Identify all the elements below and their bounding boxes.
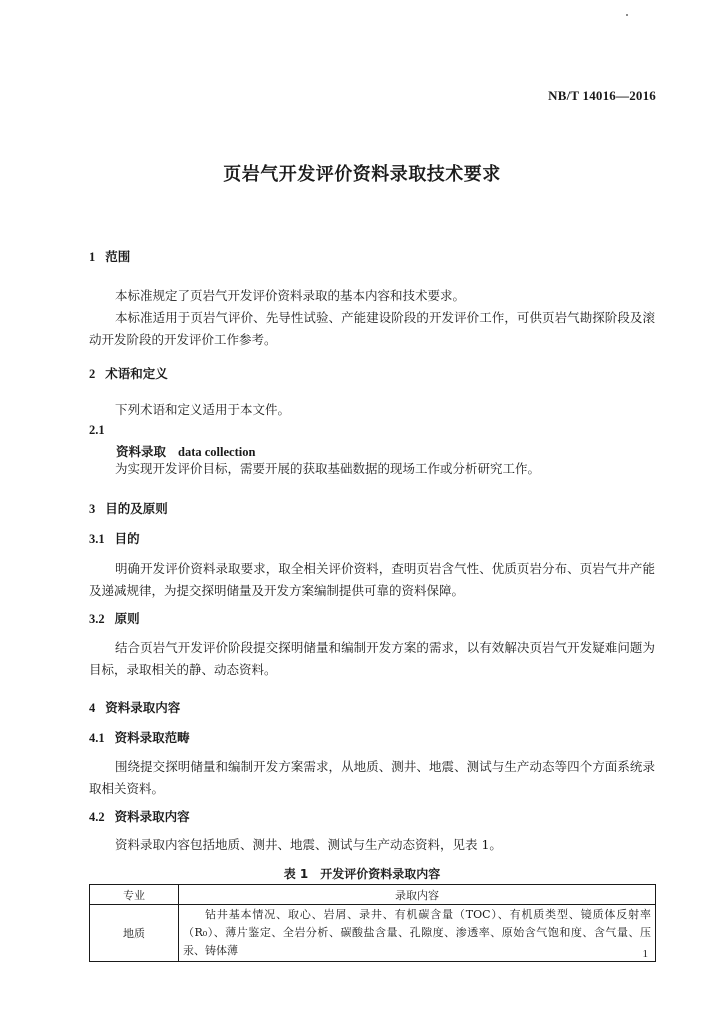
table-row [90, 905, 656, 962]
section-title: 目的 [114, 531, 140, 546]
section-3-heading [89, 499, 168, 517]
section-title: 资料录取内容 [105, 700, 181, 715]
section-title: 资料录取范畴 [114, 730, 190, 745]
column-header: 录取内容 [179, 885, 656, 905]
table-caption: 表 1 开发评价资料录取内容 [283, 867, 441, 881]
section-number: 4.2 [89, 810, 105, 824]
paragraph: 结合页岩气开发评价阶段提交探明储量和编制开发方案的需求，以有效解决页岩气开发疑难问题为目标，录取相关的静、动态资料。 [89, 640, 655, 677]
section-3-2-heading [89, 609, 140, 627]
table-header-row [90, 885, 656, 905]
paragraph: 围绕提交探明储量和编制开发方案需求，从地质、测井、地震、测试与生产动态等四个方面系统录取相关资料。 [89, 759, 655, 796]
section-number: 3.1 [89, 532, 105, 546]
section-2-heading [89, 364, 168, 382]
paragraph: 本标准适用于页岩气评价、先导性试验、产能建设阶段的开发评价工作，可供页岩气勘探阶段及滚动开发阶段的开发评价工作参考。 [89, 310, 655, 347]
term-chinese: 资料录取 [116, 444, 167, 459]
section-4-heading [89, 698, 180, 716]
major-cell: 地质 [90, 905, 179, 962]
section-title: 资料录取内容 [114, 809, 190, 824]
section-number: 2 [89, 367, 96, 381]
section-title: 原则 [114, 611, 140, 626]
section-number: 1 [89, 250, 96, 264]
section-4-2-heading [89, 807, 190, 825]
section-number: 3.2 [89, 612, 105, 626]
data-table [89, 884, 656, 962]
term-english: data collection [178, 445, 256, 459]
scan-speck [626, 14, 628, 16]
term-definition: 为实现开发评价目标，需要开展的获取基础数据的现场工作或分析研究工作。 [115, 461, 541, 476]
section-1-heading [89, 247, 130, 265]
paragraph: 下列术语和定义适用于本文件。 [115, 402, 291, 417]
section-number: 4.1 [89, 731, 105, 745]
section-title: 术语和定义 [105, 366, 168, 381]
section-3-1-heading [89, 529, 140, 547]
section-title: 范围 [105, 249, 131, 264]
column-header: 专业 [90, 885, 179, 905]
paragraph: 资料录取内容包括地质、测井、地震、测试与生产动态资料，见表 1。 [115, 837, 502, 852]
paragraph: 明确开发评价资料录取要求，取全相关评价资料，查明页岩含气性、优质页岩分布、页岩气井产能及递减规律，为提交探明储量及开发方案编制提供可靠的资料保障。 [89, 561, 655, 598]
section-number: 4 [89, 701, 96, 715]
paragraph: 本标准规定了页岩气开发评价资料录取的基本内容和技术要求。 [115, 288, 466, 303]
document-title: 页岩气开发评价资料录取技术要求 [223, 164, 501, 185]
content-cell: 钻井基本情况、取心、岩屑、录井、有机碳含量（TOC）、有机质类型、镜质体反射率（R₀）、薄片鉴定、全岩分析、碳酸盐含量、孔隙度、渗透率、原始含气饱和度、含气量、压汞、铸体薄 [179, 905, 656, 962]
standard-code: NB/T 14016—2016 [548, 88, 656, 103]
section-4-1-heading [89, 728, 190, 746]
section-title: 目的及原则 [105, 501, 168, 516]
section-number: 3 [89, 502, 96, 516]
page-number: 1 [642, 948, 648, 960]
term-number: 2.1 [89, 423, 105, 437]
